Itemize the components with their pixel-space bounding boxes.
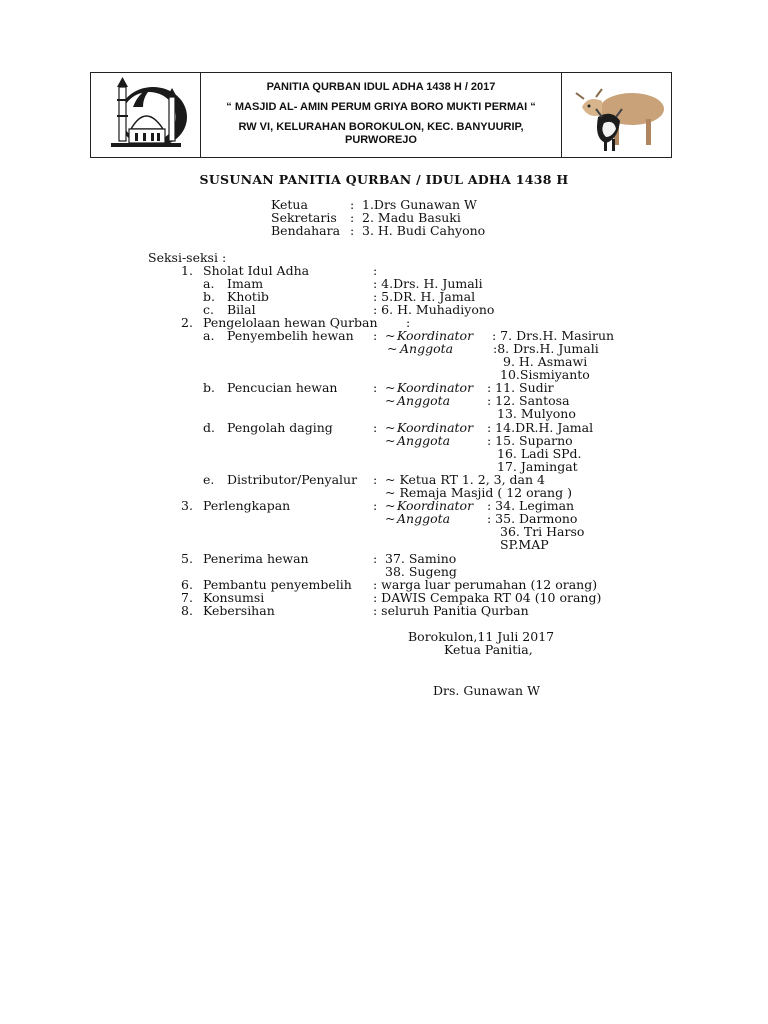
- item-value: : 4.Drs. H. Jumali: [373, 276, 483, 291]
- officer-role: Bendahara: [271, 223, 341, 238]
- item-letter: d.: [203, 420, 215, 435]
- section-number: 6.: [181, 577, 193, 592]
- item-label: Bilal: [227, 302, 256, 317]
- member-label: Anggota: [400, 341, 454, 356]
- member-value: 10.Sismiyanto: [500, 367, 590, 382]
- item-label: Imam: [227, 276, 264, 291]
- letterhead-line-2: “ MASJID AL- AMIN PERUM GRIYA BORO MUKTI PERMAI “: [226, 101, 536, 113]
- tilde: ~: [385, 393, 396, 408]
- member-value: 36. Tri Harso: [500, 524, 585, 539]
- distributor-value: ~ Ketua RT 1. 2, 3, dan 4: [385, 472, 545, 487]
- officer-role: Sekretaris: [271, 210, 337, 225]
- item-label: Khotib: [227, 289, 269, 304]
- officer-sep: :: [350, 210, 355, 225]
- officer-name: 2. Madu Basuki: [362, 210, 461, 225]
- item-colon: :: [373, 472, 378, 487]
- officer-sep: :: [350, 197, 355, 212]
- section-title: Pembantu penyembelih: [203, 577, 352, 592]
- signature-place-date: Borokulon,11 Juli 2017: [408, 629, 555, 644]
- tilde: ~: [385, 420, 396, 435]
- section-colon: :: [373, 498, 378, 513]
- coordinator-label: Koordinator: [397, 380, 474, 395]
- officer-sep: :: [350, 223, 355, 238]
- item-label: Penyembelih hewan: [227, 328, 354, 343]
- coordinator-label: Koordinator: [397, 420, 474, 435]
- section-colon: :: [373, 263, 378, 278]
- section-number: 8.: [181, 603, 193, 618]
- section-value: : DAWIS Cempaka RT 04 (10 orang): [373, 590, 602, 605]
- item-colon: :: [373, 380, 378, 395]
- item-value: : 6. H. Muhadiyono: [373, 302, 495, 317]
- document-title: SUSUNAN PANITIA QURBAN / IDUL ADHA 1438 H: [199, 172, 569, 187]
- section-title: Konsumsi: [203, 590, 265, 605]
- tilde: ~: [385, 380, 396, 395]
- section-number: 3.: [181, 498, 193, 513]
- signature-position: Ketua Panitia,: [444, 642, 533, 657]
- mosque-logo-icon: [91, 73, 199, 157]
- section-value: : seluruh Panitia Qurban: [373, 603, 529, 618]
- cattle-goat-image-icon: [562, 73, 670, 157]
- item-letter: b.: [203, 289, 215, 304]
- section-value: : warga luar perumahan (12 orang): [373, 577, 598, 592]
- mosque-logo-cell: [91, 73, 201, 157]
- item-letter: a.: [203, 328, 215, 343]
- member-value: 17. Jamingat: [497, 459, 578, 474]
- member-value: 16. Ladi SPd.: [497, 446, 582, 461]
- section-value: 37. Samino: [385, 551, 457, 566]
- section-title: Perlengkapan: [203, 498, 291, 513]
- member-value: : 35. Darmono: [487, 511, 578, 526]
- coordinator-label: Koordinator: [397, 328, 474, 343]
- letterhead-text: [201, 73, 561, 157]
- item-letter: a.: [203, 276, 215, 291]
- member-value: : 15. Suparno: [487, 433, 573, 448]
- tilde: ~: [385, 328, 396, 343]
- coordinator-value: : 14.DR.H. Jamal: [487, 420, 594, 435]
- section-number: 7.: [181, 590, 193, 605]
- animals-image-cell: [561, 73, 671, 157]
- letterhead: [90, 72, 672, 158]
- member-label: Anggota: [397, 433, 451, 448]
- coordinator-value: : 7. Drs.H. Masirun: [492, 328, 615, 343]
- section-colon: :: [373, 551, 378, 566]
- member-value: 9. H. Asmawi: [503, 354, 588, 369]
- section-number: 2.: [181, 315, 193, 330]
- member-value: SP.MAP: [500, 537, 549, 552]
- item-letter: b.: [203, 380, 215, 395]
- section-number: 1.: [181, 263, 193, 278]
- item-label: Pengolah daging: [227, 420, 333, 435]
- tilde: ~: [385, 433, 396, 448]
- member-value: :8. Drs.H. Jumali: [493, 341, 599, 356]
- letterhead-line-4: PURWOREJO: [345, 134, 417, 146]
- tilde: ~: [385, 511, 396, 526]
- item-letter: c.: [203, 302, 214, 317]
- item-label: Distributor/Penyalur: [227, 472, 358, 487]
- sections-label: Seksi-seksi :: [148, 250, 227, 265]
- section-number: 5.: [181, 551, 193, 566]
- section-title: Pengelolaan hewan Qurban: [203, 315, 378, 330]
- officer-name: 1.Drs Gunawan W: [362, 197, 477, 212]
- letterhead-line-1: PANITIA QURBAN IDUL ADHA 1438 H / 2017: [266, 81, 496, 93]
- coordinator-value: : 11. Sudir: [487, 380, 554, 395]
- item-letter: e.: [203, 472, 215, 487]
- section-title: Sholat Idul Adha: [203, 263, 310, 278]
- tilde: ~: [385, 498, 396, 513]
- section-colon: :: [406, 315, 411, 330]
- member-label: Anggota: [397, 511, 451, 526]
- officer-name: 3. H. Budi Cahyono: [362, 223, 486, 238]
- letterhead-line-3: RW VI, KELURAHAN BOROKULON, KEC. BANYUURIP,: [238, 121, 524, 133]
- section-value: 38. Sugeng: [385, 564, 457, 579]
- section-title: Kebersihan: [203, 603, 275, 618]
- section-title: Penerima hewan: [203, 551, 309, 566]
- coordinator-value: : 34. Legiman: [487, 498, 575, 513]
- member-value: 13. Mulyono: [497, 406, 576, 421]
- item-value: : 5.DR. H. Jamal: [373, 289, 476, 304]
- coordinator-label: Koordinator: [397, 498, 474, 513]
- distributor-value: ~ Remaja Masjid ( 12 orang ): [385, 485, 572, 500]
- item-colon: :: [373, 420, 378, 435]
- officer-role: Ketua: [271, 197, 308, 212]
- item-label: Pencucian hewan: [227, 380, 338, 395]
- signature-name: Drs. Gunawan W: [433, 683, 540, 698]
- member-value: : 12. Santosa: [487, 393, 570, 408]
- item-colon: :: [373, 328, 378, 343]
- tilde: ~: [387, 341, 398, 356]
- member-label: Anggota: [397, 393, 451, 408]
